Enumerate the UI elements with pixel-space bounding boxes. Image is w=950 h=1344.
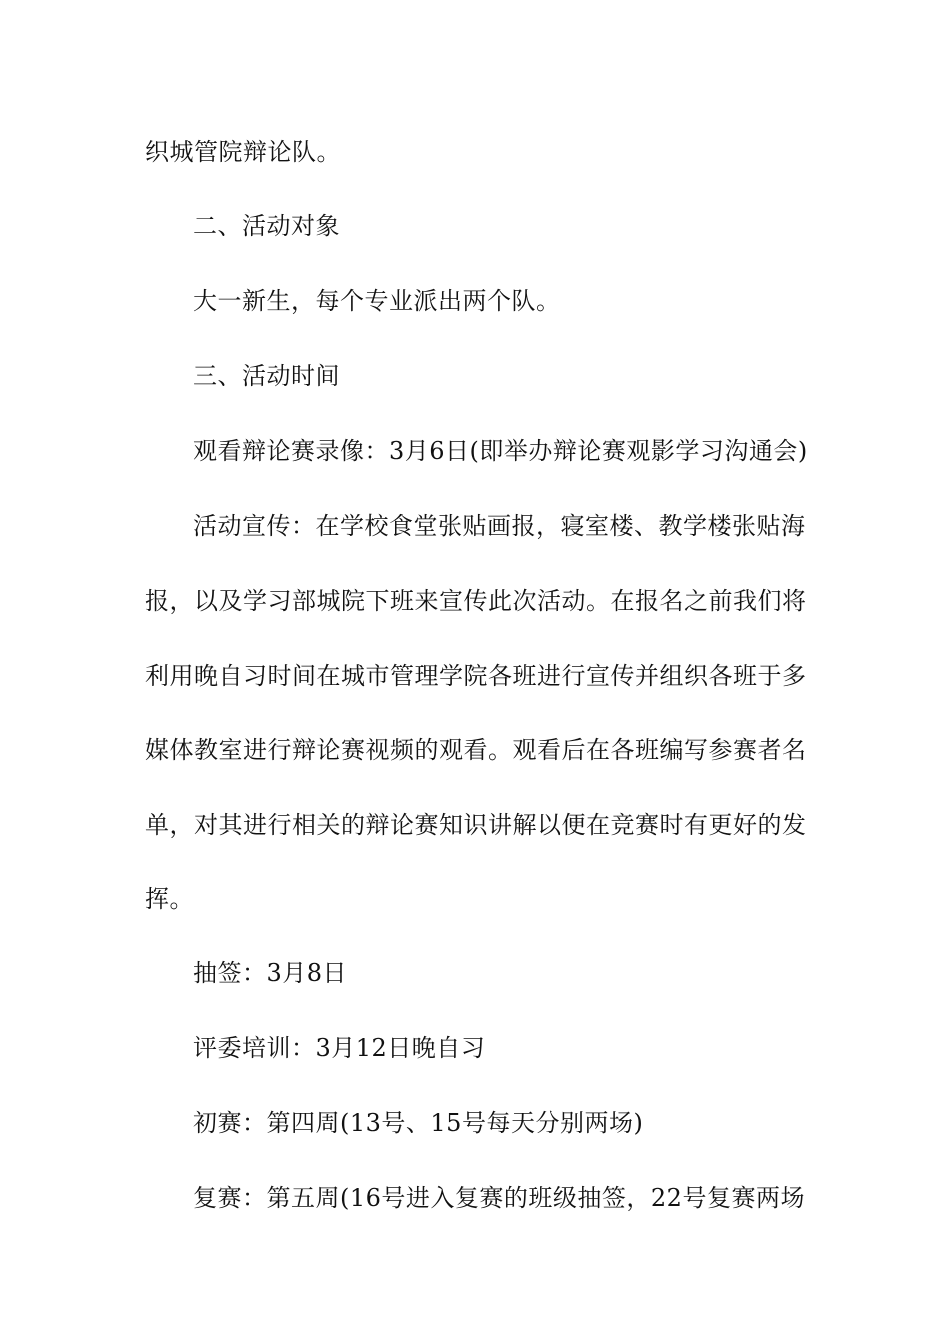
- paragraph-line: 初赛：第四周(13号、15号每天分别两场): [193, 1109, 644, 1137]
- paragraph-line: 报，以及学习部城院下班来宣传此次活动。在报名之前我们将: [145, 587, 807, 615]
- section-heading-target: 二、活动对象: [193, 212, 340, 240]
- section-heading-time: 三、活动时间: [193, 362, 340, 390]
- paragraph-line: 抽签：3月8日: [193, 959, 348, 987]
- paragraph-line: 观看辩论赛录像：3月6日(即举办辩论赛观影学习沟通会): [193, 437, 808, 465]
- paragraph-line: 挥。: [145, 885, 194, 913]
- paragraph-line: 利用晚自习时间在城市管理学院各班进行宣传并组织各班于多: [145, 662, 807, 690]
- paragraph-line: 单，对其进行相关的辩论赛知识讲解以便在竞赛时有更好的发: [145, 811, 807, 839]
- paragraph-line: 活动宣传：在学校食堂张贴画报，寝室楼、教学楼张贴海: [193, 512, 806, 540]
- paragraph-line: 织城管院辩论队。: [145, 138, 341, 166]
- paragraph-line: 媒体教室进行辩论赛视频的观看。观看后在各班编写参赛者名: [145, 736, 807, 764]
- paragraph-line: 复赛：第五周(16号进入复赛的班级抽签，22号复赛两场: [193, 1184, 805, 1212]
- paragraph-line: 大一新生，每个专业派出两个队。: [193, 287, 561, 315]
- paragraph-line: 评委培训：3月12日晚自习: [193, 1034, 486, 1062]
